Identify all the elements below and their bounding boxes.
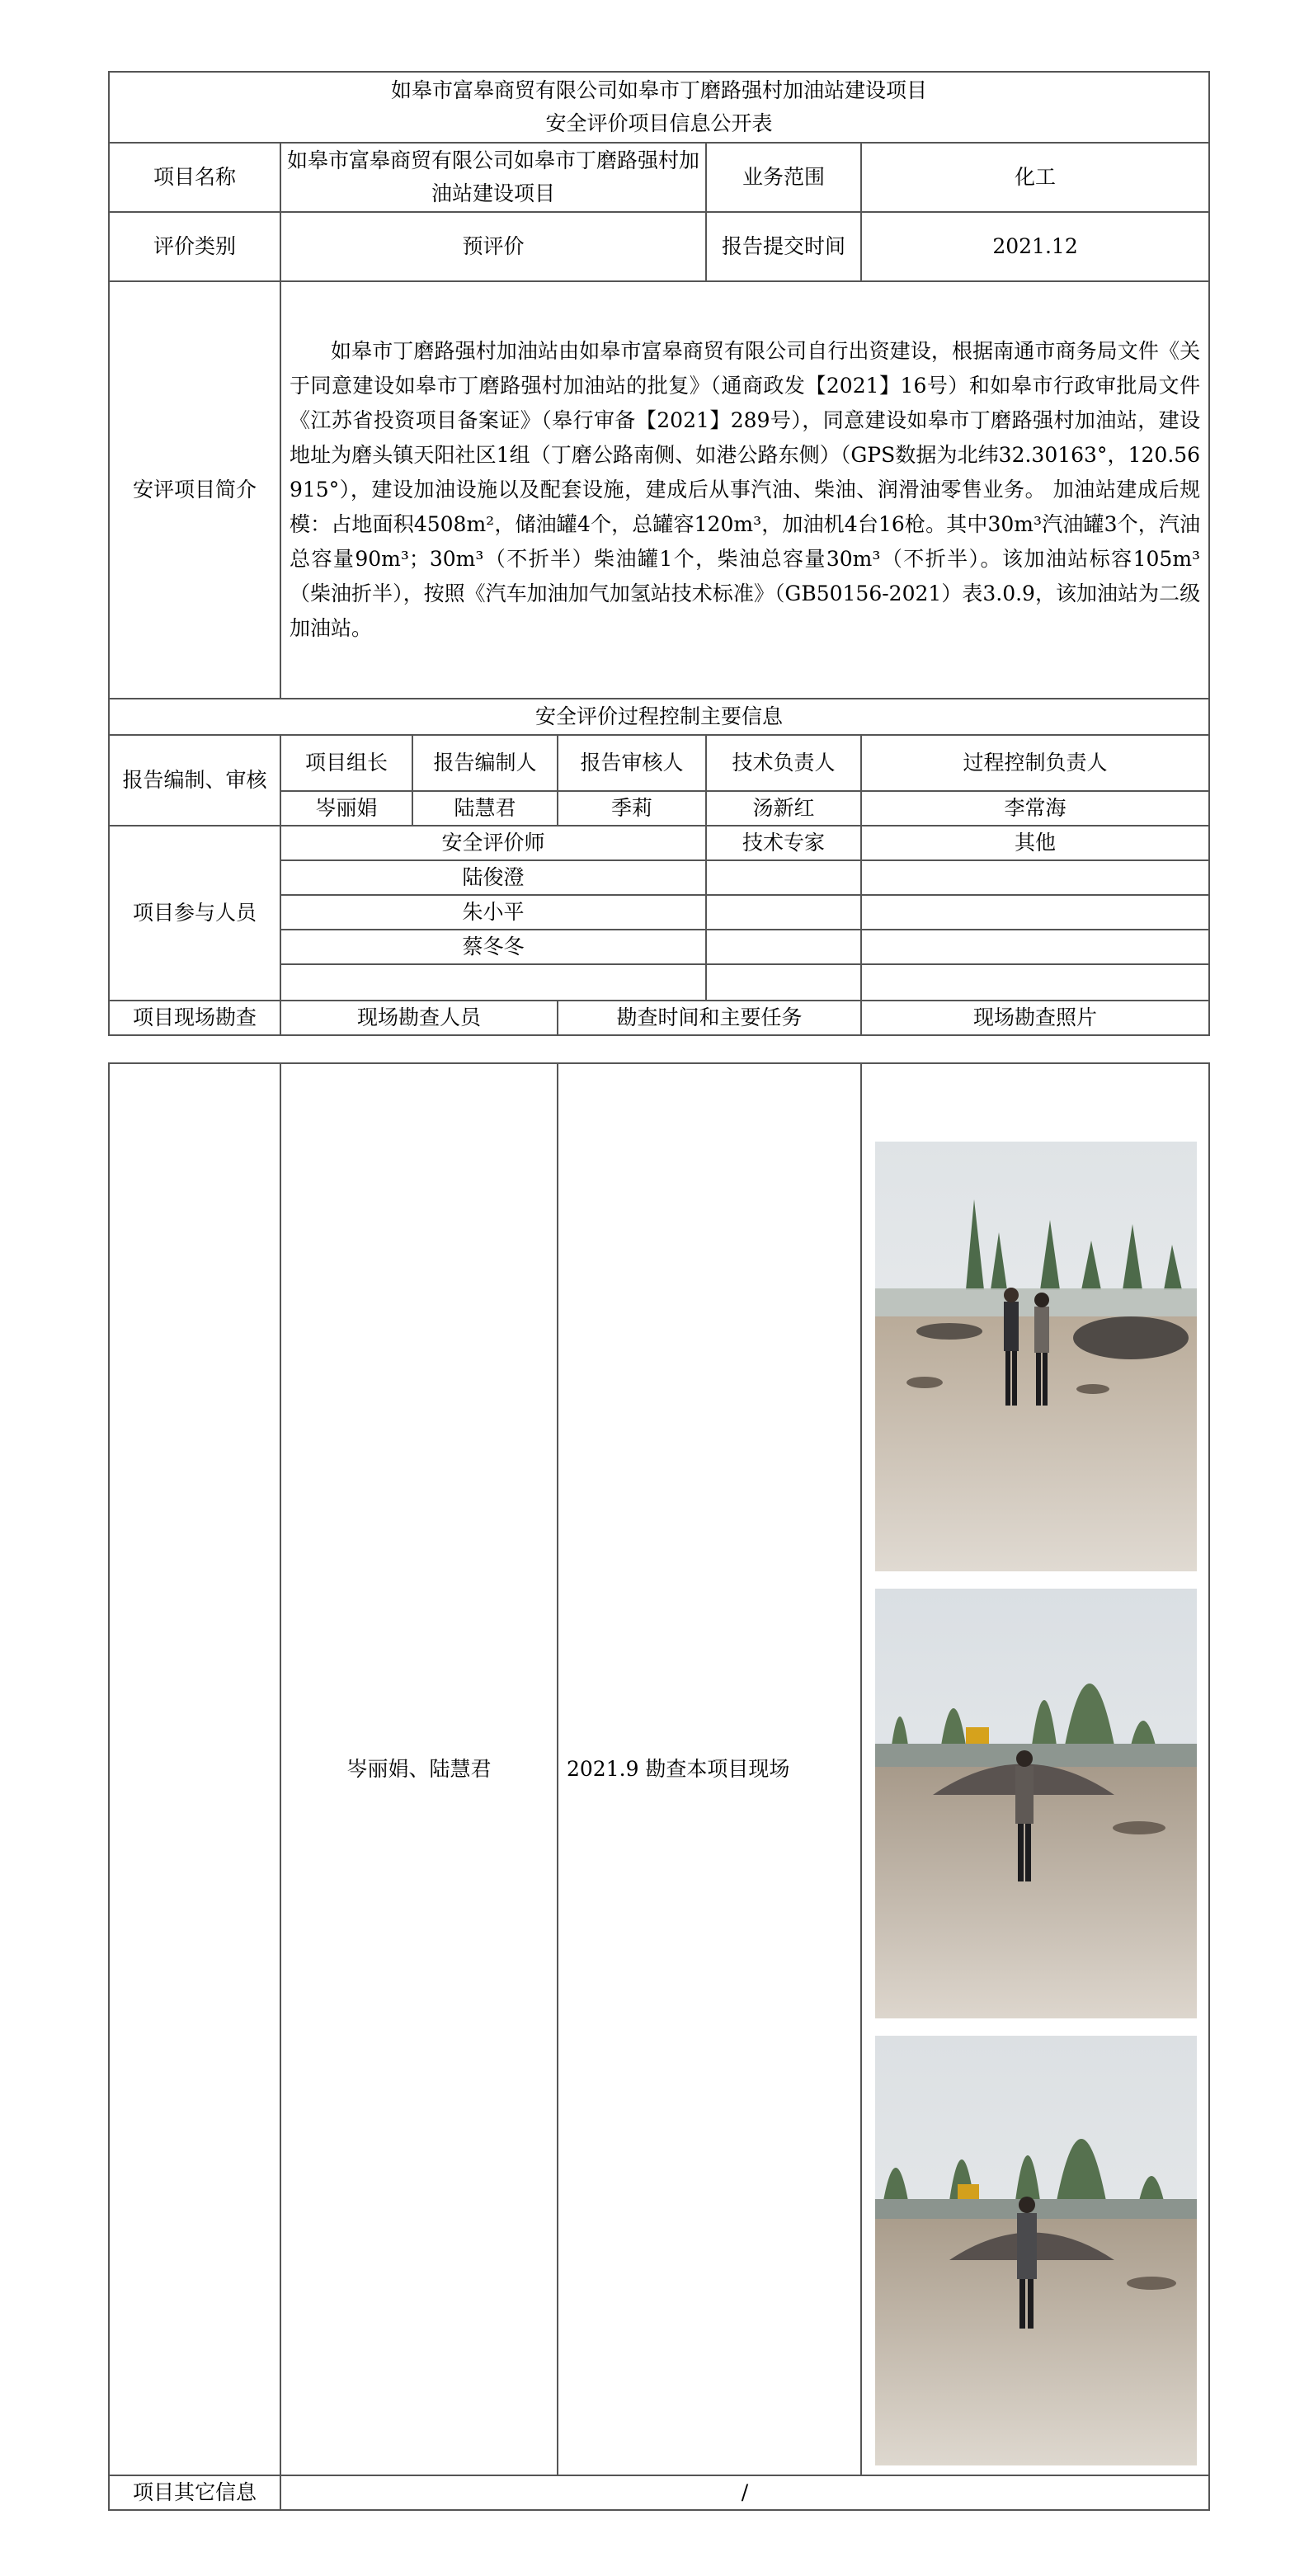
process-section-title: 安全评价过程控制主要信息 [109,699,1209,735]
table-title [109,72,1209,143]
business-scope-label: 业务范围 [706,143,861,212]
empty-cell [861,930,1209,964]
role-person: 汤新红 [706,791,861,826]
report-submit-value: 2021.12 [861,212,1209,281]
report-submit-label: 报告提交时间 [706,212,861,281]
empty-cell [861,964,1209,1001]
participants-header: 安全评价师 [280,826,706,860]
participants-header: 技术专家 [706,826,861,860]
other-info-label: 项目其它信息 [109,2475,280,2510]
empty-cell [706,860,861,895]
survey-staff: 岑丽娟、陆慧君 [280,1063,558,2475]
survey-header: 现场勘查人员 [280,1001,558,1035]
empty-cell [109,1063,280,2475]
evaluator-name: 蔡冬冬 [280,930,706,964]
role-header: 项目组长 [280,735,412,791]
participants-label: 项目参与人员 [109,826,280,1001]
empty-cell [706,964,861,1001]
business-scope-value: 化工 [861,143,1209,212]
other-info-value: / [280,2475,1209,2510]
evaluation-category-label: 评价类别 [109,212,280,281]
title-line-2: 安全评价项目信息公开表 [545,111,773,135]
evaluator-name [280,964,706,1001]
report-label: 报告编制、审核 [109,735,280,826]
empty-cell [861,895,1209,930]
empty-cell [861,860,1209,895]
role-header: 报告审核人 [558,735,706,791]
evaluation-category-value: 预评价 [280,212,706,281]
survey-table [108,1062,1210,2511]
site-photo [875,1142,1197,1571]
project-name-label: 项目名称 [109,143,280,212]
survey-header: 现场勘查照片 [861,1001,1209,1035]
project-name-value: 如皋市富皋商贸有限公司如皋市丁磨路强村加油站建设项目 [280,143,706,212]
site-photo [875,1589,1197,2018]
title-line-1: 如皋市富皋商贸有限公司如皋市丁磨路强村加油站建设项目 [391,78,928,102]
empty-cell [706,930,861,964]
project-intro-text: 如皋市丁磨路强村加油站由如皋市富皋商贸有限公司自行出资建设，根据南通市商务局文件《关于同意建设如皋市丁磨路强村加油站的批复》（通商政发【2021】16号）和如皋市行政审批局文件《江苏省投资项目备案证》（皋行审备【2021】289号），同意建设如皋市丁磨路强村加油站，建设地址为磨头镇天阳社区1组（丁磨公路南侧、如港公路东侧）（GPS数据为北纬32.30163°，120.56915°），建设加油设施以及配套设施，建成后从事汽油、柴油、润滑油零售业务。 加油站建成后规模：占地面积4508m²，储油罐4个，总罐容120m³，加油机4台16枪。其中30m³汽油罐3个，汽油总容量90m³；30m³（不折半）柴油罐1个，柴油总容量30m³（不折半）。该加油站标容105m³（柴油折半），按照《汽车加油加气加氢站技术标准》（GB50156-2021）表3.0.9，该加油站为二级加油站。 [280,281,1209,699]
evaluator-name: 朱小平 [280,895,706,930]
role-header: 报告编制人 [412,735,558,791]
info-table [108,71,1210,1036]
role-header: 技术负责人 [706,735,861,791]
role-person: 岑丽娟 [280,791,412,826]
role-person: 陆慧君 [412,791,558,826]
project-intro-label: 安评项目简介 [109,281,280,699]
survey-header: 勘查时间和主要任务 [558,1001,861,1035]
role-person: 季莉 [558,791,706,826]
survey-task: 2021.9 勘查本项目现场 [558,1063,861,2475]
site-photo [875,2036,1197,2465]
survey-label: 项目现场勘查 [109,1001,280,1035]
empty-cell [706,895,861,930]
survey-photos [861,1063,1209,2475]
participants-header: 其他 [861,826,1209,860]
evaluator-name: 陆俊澄 [280,860,706,895]
role-person: 李常海 [861,791,1209,826]
role-header: 过程控制负责人 [861,735,1209,791]
